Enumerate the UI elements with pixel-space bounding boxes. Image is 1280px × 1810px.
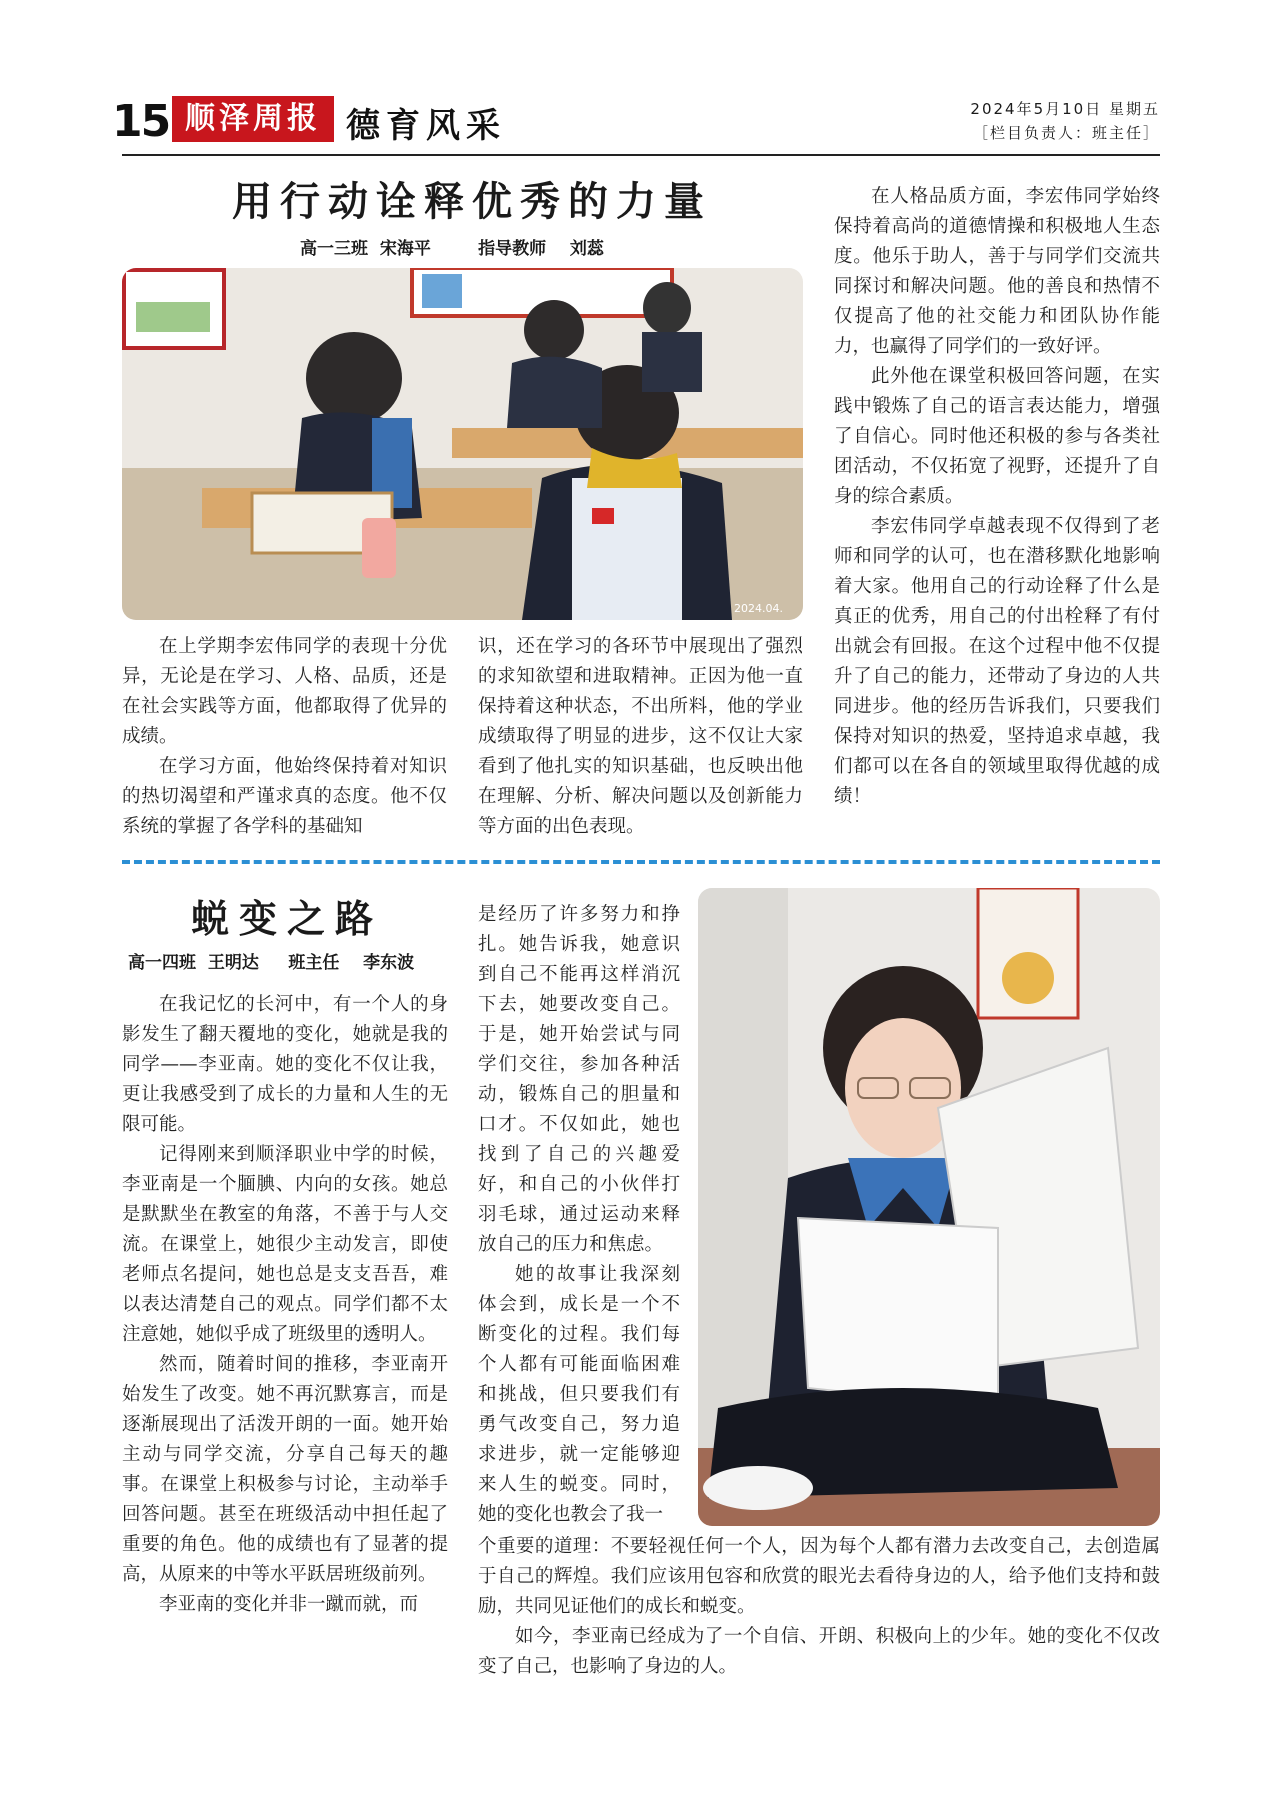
paragraph: 在上学期李宏伟同学的表现十分优异，无论是在学习、人格、品质，还是在社会实践等方面，他都取得了优异的成绩。 — [122, 636, 447, 747]
issue-date: 2024年5月10日 星期五 — [970, 100, 1160, 118]
paragraph: 在人格品质方面，李宏伟同学始终保持着高尚的道德情操和积极地人生态度。他乐于助人，善于与同学们交流共同探讨和解决问题。他的善良和热情不仅提高了他的社交能力和团队协作能力，也赢得了同学们的一致好评。 — [834, 186, 1160, 357]
paragraph: 个重要的道理：不要轻视任何一个人，因为每个人都有潜力去改变自己，去创造属于自己的辉煌。我们应该用包容和欣赏的眼光去看待身边的人，给予他们支持和鼓励，共同见证他们的成长和蜕变。 — [478, 1536, 1160, 1617]
article2-column-1 — [122, 990, 448, 1620]
paragraph: 然而，随着时间的推移，李亚南开始发生了改变。她不再沉默寡言，而是逐渐展现出了活泼开朗的一面。她开始主动与同学交流，分享自己每天的趣事。在课堂上积极参与讨论，主动举手回答问题。甚至在班级活动中担任起了重要的角色。他的成绩也有了显著的提高，从原来的中等水平跃居班级前列。 — [122, 1354, 448, 1585]
paragraph: 识，还在学习的各环节中展现出了强烈的求知欲望和进取精神。正因为他一直保持着这种状态，不出所料，他的学业成绩取得了明显的进步，这不仅让大家看到了他扎实的知识基础，也反映出他在理解、分析、解决问题以及创新能力等方面的出色表现。 — [478, 636, 803, 837]
section-title: 德育风采 — [346, 106, 506, 146]
article1-title: 用行动诠释优秀的力量 — [232, 179, 712, 225]
article1-byline: 高一三班 宋海平 指导教师 刘蕊 — [300, 239, 604, 259]
paragraph: 记得刚来到顺泽职业中学的时候，李亚南是一个腼腆、内向的女孩。她总是默默坐在教室的角落，不善于与人交流。在课堂上，她很少主动发言，即使老师点名提问，她也总是支支吾吾，难以表达清楚自己的观点。同学们都不太注意她，她似乎成了班级里的透明人。 — [122, 1144, 448, 1345]
article2-bottom-text — [478, 1532, 1160, 1682]
article1-classroom-photo — [122, 268, 803, 620]
student-reading-illustration — [698, 888, 1160, 1526]
paragraph: 在我记忆的长河中，有一个人的身影发生了翻天覆地的变化，她就是我的同学——李亚南。她的变化不仅让我，更让我感受到了成长的力量和人生的无限可能。 — [122, 994, 448, 1135]
paragraph: 如今，李亚南已经成为了一个自信、开朗、积极向上的少年。她的变化不仅改变了自己，也影响了身边的人。 — [478, 1626, 1160, 1677]
column-editor: ［栏目负责人：班主任］ — [972, 124, 1160, 142]
newspaper-masthead: 顺泽周报 — [172, 96, 334, 142]
photo-stamp: 2024.04. — [734, 602, 783, 615]
paragraph: 在学习方面，他始终保持着对知识的热切渴望和严谨求真的态度。他不仅系统的掌握了各学科的基础知 — [122, 756, 447, 837]
article1-column-2 — [478, 632, 803, 842]
article2-column-2 — [478, 900, 680, 1530]
paragraph: 是经历了许多努力和挣扎。她告诉我，她意识到自己不能再这样消沉下去，她要改变自己。于是，她开始尝试与同学们交往，参加各种活动，锻炼自己的胆量和口才。不仅如此，她也找到了自己的兴趣爱好，和自己的小伙伴打羽毛球，通过运动来释放自己的压力和焦虑。 — [478, 904, 680, 1255]
classroom-photo-illustration — [122, 268, 803, 620]
article2-title: 蜕变之路 — [190, 897, 383, 941]
paragraph: 此外他在课堂积极回答问题，在实践中锻炼了自己的语言表达能力，增强了自信心。同时他还积极的参与各类社团活动，不仅拓宽了视野，还提升了自身的综合素质。 — [834, 366, 1160, 507]
article1-column-1 — [122, 632, 447, 842]
page-number: 15 — [112, 96, 170, 147]
section-divider — [122, 860, 1160, 864]
paragraph: 她的故事让我深刻体会到，成长是一个不断变化的过程。我们每个人都有可能面临困难和挑战，但只要我们有勇气改变自己，努力追求进步，就一定能够迎来人生的蜕变。同时，她的变化也教会了我一 — [478, 1264, 680, 1525]
paragraph: 李宏伟同学卓越表现不仅得到了老师和同学的认可，也在潜移默化地影响着大家。他用自己的行动诠释了什么是真正的优秀，用自己的付出栓释了有付出就会有回报。在这个过程中他不仅提升了自己的能力，还带动了身边的人共同进步。他的经历告诉我们，只要我们保持对知识的热爱，坚持追求卓越，我们都可以在各自的领域里取得优越的成绩！ — [834, 516, 1160, 807]
header-rule — [122, 154, 1160, 156]
article2-student-reading-photo — [698, 888, 1160, 1526]
paragraph: 李亚南的变化并非一蹴而就，而 — [159, 1594, 419, 1615]
article2-byline: 高一四班 王明达 班主任 李东波 — [128, 953, 415, 973]
article1-column-3 — [834, 182, 1160, 812]
